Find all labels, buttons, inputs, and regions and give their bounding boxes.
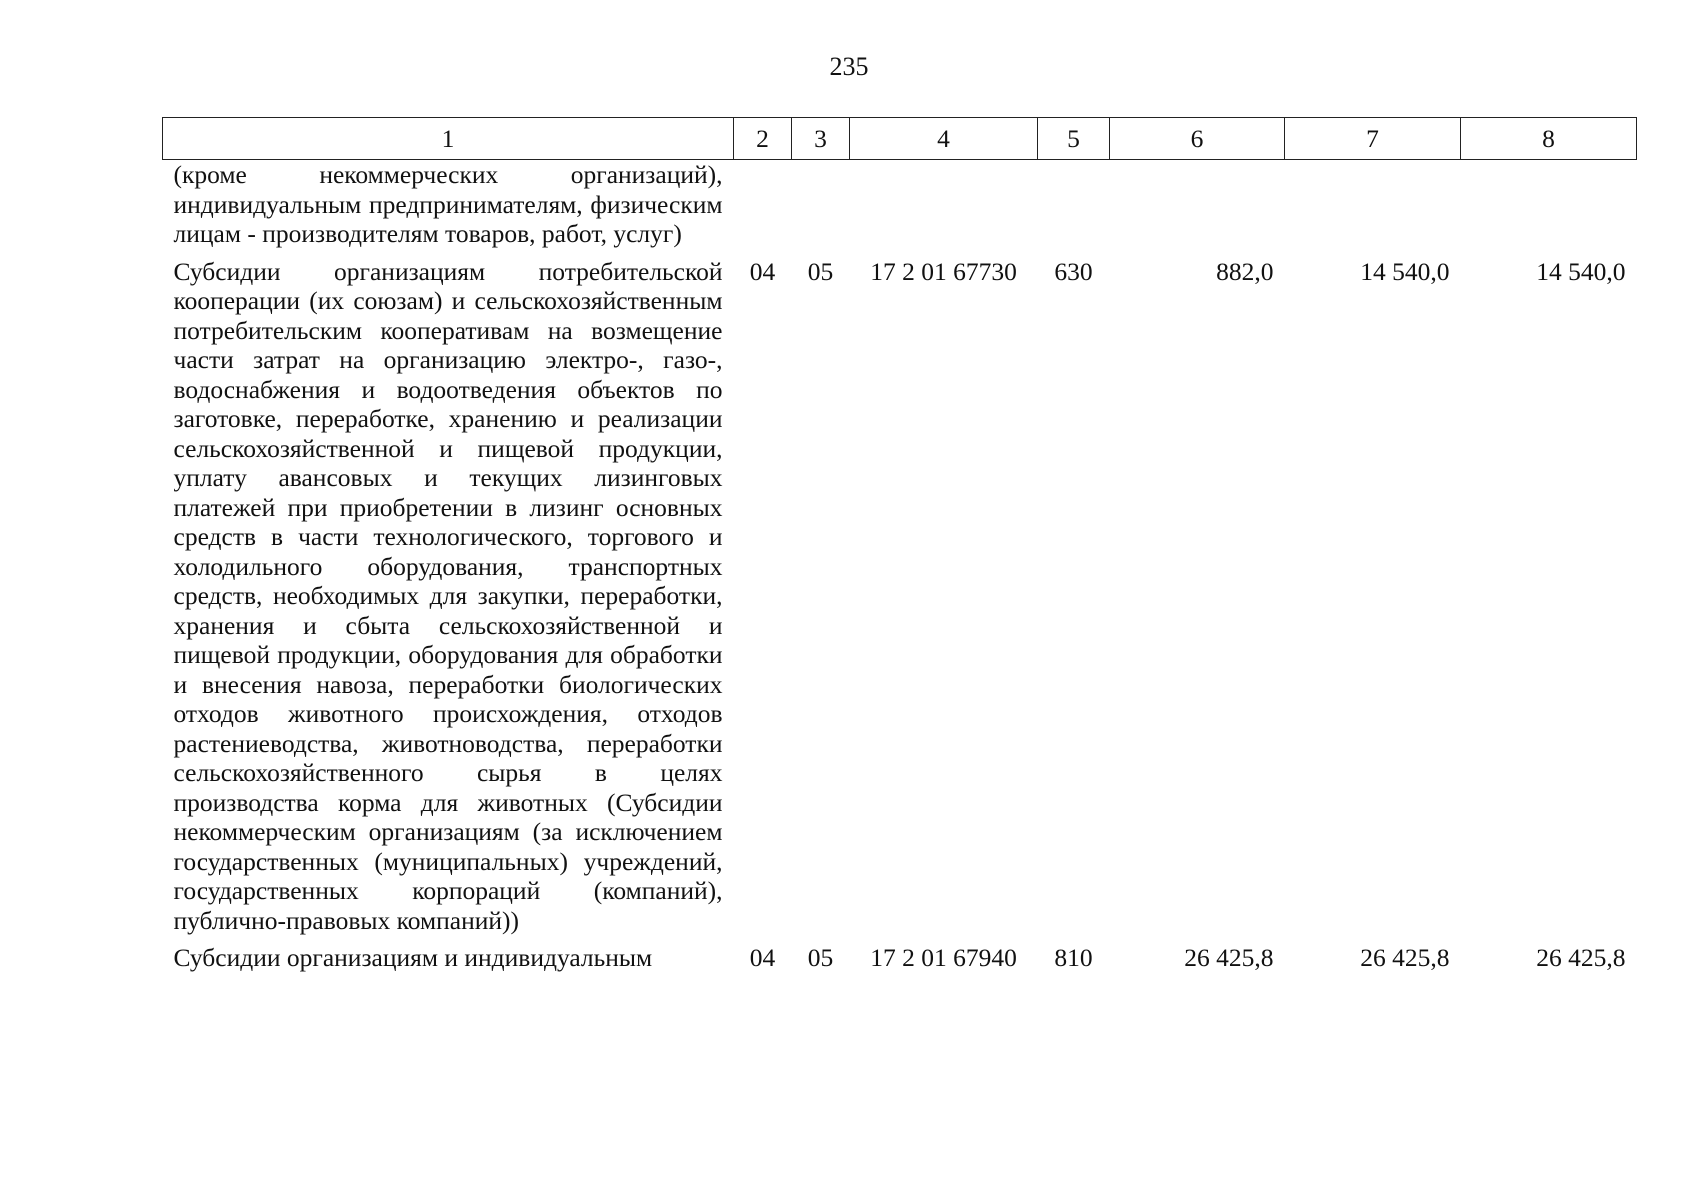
- row-section: 04: [749, 256, 776, 286]
- row-value-6: [1110, 160, 1285, 249]
- budget-table: [162, 117, 1637, 973]
- row-target-code: 17 2 01 67940: [870, 943, 1017, 972]
- header-col-8: 8: [1461, 118, 1637, 160]
- header-col-2: 2: [734, 118, 792, 160]
- row-description: Субсидии организациям и индивидуальным: [173, 943, 653, 972]
- header-col-3: 3: [792, 118, 850, 160]
- table-row: [163, 160, 1637, 249]
- row-value-7: [1285, 160, 1461, 249]
- row-description: (кроме некоммерческих организаций), индивидуальным предпринимателям, физическим лицам - производителям товаров, работ, услуг): [173, 160, 723, 248]
- header-col-4: 4: [850, 118, 1038, 160]
- table-row: [163, 935, 1637, 973]
- row-value-6: 26 425,8: [1184, 943, 1274, 972]
- row-value-7: 26 425,8: [1360, 943, 1450, 972]
- row-value-8: 14 540,0: [1536, 256, 1626, 286]
- header-col-7: 7: [1285, 118, 1461, 160]
- row-value-8: 26 425,8: [1536, 943, 1626, 972]
- row-value-7: 14 540,0: [1360, 256, 1450, 286]
- table-row: [163, 249, 1637, 936]
- row-expense-type: 630: [1054, 256, 1093, 286]
- header-row: [163, 118, 1637, 160]
- row-value-8: [1461, 160, 1637, 249]
- row-subsection: [792, 160, 850, 249]
- row-expense-type: [1038, 160, 1110, 249]
- row-target-code: 17 2 01 67730: [870, 256, 1017, 286]
- row-expense-type: 810: [1054, 943, 1093, 972]
- header-col-6: 6: [1110, 118, 1285, 160]
- row-description: Субсидии организациям потребительской кооперации (их союзам) и сельскохозяйственным потребительским кооперативам на возмещение части затрат на организацию электро-, газо-, водоснабжения и водоотведения объектов по заготовке, переработке, хранению и реализации сельскохозяйственной и пищевой продукции, уплату авансовых и текущих лизинговых платежей при приобретении в лизинг основных средств в части технологического, торгового и холодильного оборудования, транспортных средств, необходимых для закупки, переработки, хранения и сбыта сельскохозяйственной и пищевой продукции, оборудования для обработки и внесения навоза, переработки биологических отходов животного происхождения, отходов растениеводства, животноводства, переработки сельскохозяйственного сырья в целях производства корма для животных (Субсидии некоммерческим организациям (за исключением государственных (муниципальных) учреждений, государственных корпораций (компаний), публично-правовых компаний)): [173, 256, 723, 935]
- row-target-code: [850, 160, 1038, 249]
- row-section: [734, 160, 792, 249]
- page-number: 235: [829, 52, 869, 81]
- header-col-5: 5: [1038, 118, 1110, 160]
- header-col-1: 1: [163, 118, 734, 160]
- row-subsection: 05: [807, 943, 834, 972]
- row-subsection: 05: [807, 256, 834, 286]
- row-value-6: 882,0: [1216, 256, 1274, 286]
- row-section: 04: [749, 943, 776, 972]
